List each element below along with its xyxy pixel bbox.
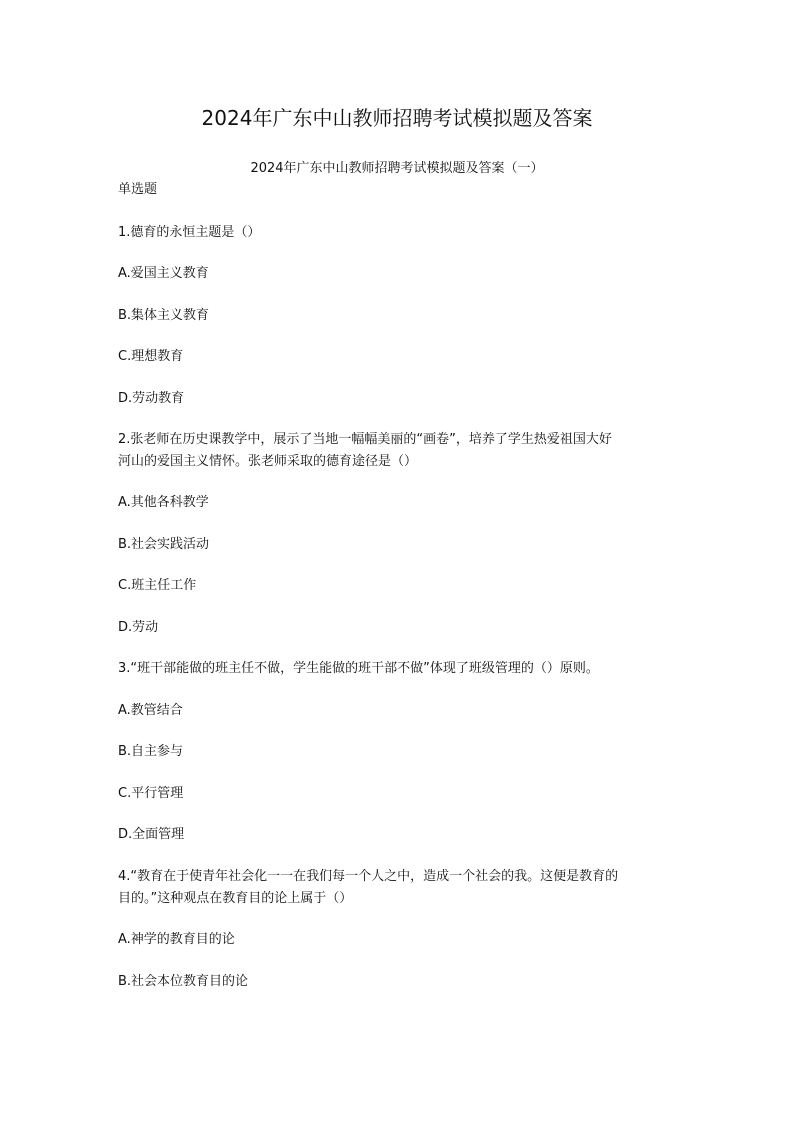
question-1-option-b: B.集体主义教育: [118, 308, 210, 323]
question-2-stem-line-2: 河山的爱国主义情怀。张老师采取的德育途径是（）: [118, 454, 418, 469]
question-1-option-d: D.劳动教育: [118, 391, 185, 406]
document-title: 2024年广东中山教师招聘考试模拟题及答案: [201, 106, 593, 130]
question-2-option-c: C.班主任工作: [118, 578, 197, 593]
question-2-stem-line-1: 2.张老师在历史课教学中，展示了当地一幅幅美丽的“画卷”，培养了学生热爱祖国大好: [118, 432, 612, 447]
question-3-option-d: D.全面管理: [118, 827, 185, 842]
question-4-option-a: A.神学的教育目的论: [118, 932, 235, 947]
question-2-option-d: D.劳动: [118, 620, 159, 635]
section-label: 单选题: [118, 182, 158, 197]
question-1-option-a: A.爱国主义教育: [118, 266, 209, 281]
question-1-stem: 1.德育的永恒主题是（）: [118, 225, 261, 240]
question-1-option-c: C.理想教育: [118, 349, 184, 364]
question-3-option-a: A.教管结合: [118, 703, 183, 718]
question-3-option-c: C.平行管理: [118, 786, 184, 801]
question-3-stem: 3.“班干部能做的班主任不做，学生能做的班干部不做”体现了班级管理的（）原则。: [118, 661, 599, 676]
question-3-option-b: B.自主参与: [118, 744, 184, 759]
question-2-option-a: A.其他各科教学: [118, 495, 209, 510]
document-subtitle: 2024年广东中山教师招聘考试模拟题及答案（一）: [250, 161, 544, 176]
question-4-stem-line-1: 4.“教育在于使青年社会化一一在我们每一个人之中，造成一个社会的我。这便是教育的: [118, 869, 619, 884]
question-4-option-b: B.社会本位教育目的论: [118, 974, 249, 989]
question-4-stem-line-2: 目的。”这种观点在教育目的论上属于（）: [118, 891, 353, 906]
question-2-option-b: B.社会实践活动: [118, 537, 210, 552]
